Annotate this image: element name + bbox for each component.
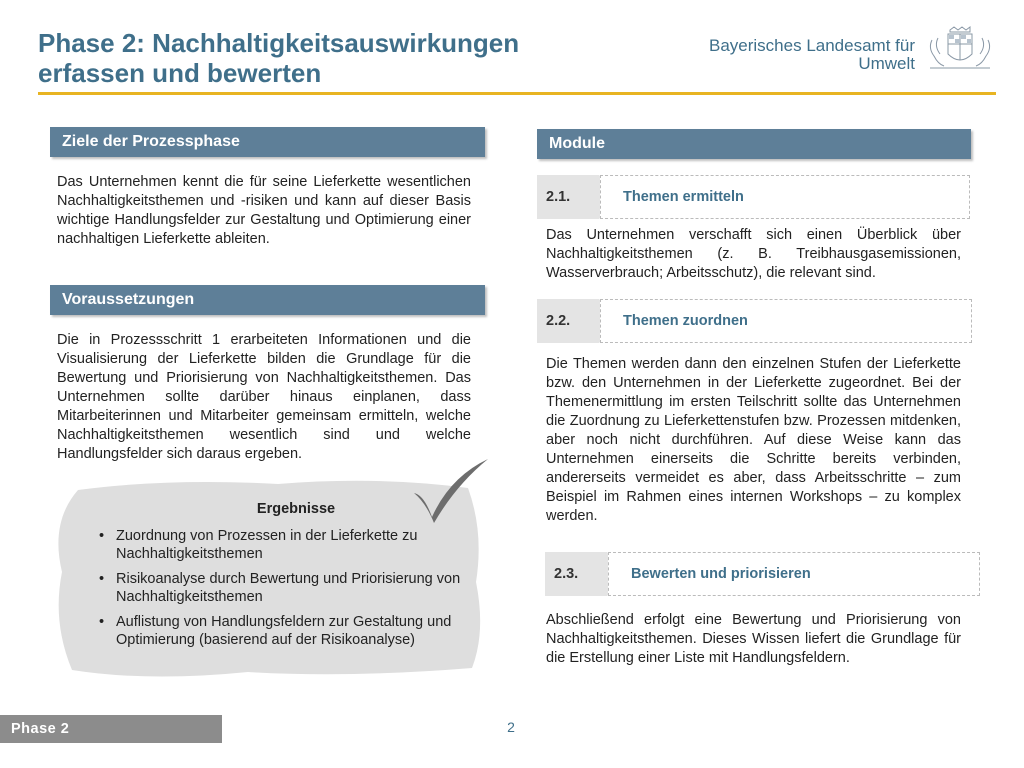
results-list	[96, 527, 466, 649]
page-title-line2: erfassen und bewerten	[38, 58, 322, 88]
module-number-2-2	[537, 299, 599, 343]
module-title-label: Bewerten und priorisieren	[631, 566, 811, 582]
module-title-2-2	[600, 299, 972, 343]
page-title	[38, 28, 598, 88]
module-title-2-1	[600, 175, 970, 219]
module-number-2-1	[537, 175, 599, 219]
module-number-label: 2.2.	[546, 313, 571, 329]
footer-phase-label: Phase 2	[11, 721, 70, 737]
results-box	[96, 500, 466, 656]
module-number-label: 2.1.	[546, 189, 571, 205]
organization-name-line1: Bayerisches Landesamt für	[709, 36, 915, 55]
results-item: • Risikoanalyse durch Bewertung und Priorisierung von Nachhaltigkeitsthemen	[96, 570, 466, 606]
results-item: • Zuordnung von Prozessen in der Lieferkette zu Nachhaltigkeitsthemen	[96, 527, 466, 563]
module-text-2-3: Abschließend erfolgt eine Bewertung und Priorisierung von Nachhaltigkeitsthemen. Dieses Wissen liefert die Grundlage für die Erstellung einer Liste mit Handlungsfeldern.	[546, 612, 961, 666]
page-title-line1: Phase 2: Nachhaltigkeitsauswirkungen	[38, 28, 520, 58]
module-number-label: 2.3.	[554, 566, 579, 582]
goals-heading: Ziele der Prozessphase	[62, 133, 240, 150]
page-number: 2	[507, 719, 515, 735]
title-underline	[38, 92, 996, 95]
footer-phase-tab	[0, 715, 222, 743]
organization-name	[709, 37, 915, 73]
modules-heading: Module	[549, 135, 605, 152]
module-text-2-2: Die Themen werden dann den einzelnen Stufen der Lieferkette bzw. den Unternehmen in der Lieferkette zugeordnet. Bei der Themenermittlung im ersten Teilschritt sollte das Unternehmen die Zuordnung zu Lieferkettenstufen bzw. Prozessen mitdenken, aber noch nicht durchführen. Auf diese Weise kann das Unternehmen einerseits die Schritte bereits verbinden, andererseits vermeidet es aber, dass Arbeitsschritte – zum Beispiel im Rahmen eines internen Workshops – zu komplex werden.	[546, 356, 961, 524]
module-title-label: Themen zuordnen	[623, 313, 748, 329]
prerequisites-heading: Voraussetzungen	[62, 291, 195, 308]
goals-text: Das Unternehmen kennt die für seine Lieferkette wesentlichen Nachhaltigkeitsthemen und -risiken und kann auf dieser Basis wichtige Handlungsfelder zur Gestaltung und Optimierung einer nachhaltigen Lieferkette ableiten.	[57, 174, 471, 247]
prerequisites-heading-bar	[50, 285, 485, 315]
module-number-2-3	[545, 552, 607, 596]
module-title-2-3	[608, 552, 980, 596]
goals-heading-bar	[50, 127, 485, 157]
modules-heading-bar	[537, 129, 971, 159]
results-heading: Ergebnisse	[256, 501, 336, 517]
module-text-2-1: Das Unternehmen verschafft sich einen Überblick über Nachhaltigkeitsthemen (z. B. Treibhausgasemissionen, Wasserverbrauch; Arbeitsschutz), die relevant sind.	[546, 227, 961, 281]
module-title-label: Themen ermitteln	[623, 189, 744, 205]
prerequisites-text: Die in Prozessschritt 1 erarbeiteten Informationen und die Visualisierung der Lieferkette bilden die Grundlage für die Bewertung und Priorisierung von Nachhaltigkeitsthemen. Das Unternehmen sollte darüber hinaus einplanen, dass Mitarbeiterinnen und Mitarbeiter gemeinsam ermitteln, welche Nachhaltigkeitsthemen wesentlich sind und welche Handlungsfelder sich daraus ergeben.	[57, 332, 471, 462]
organization-name-line2: Umwelt	[858, 54, 915, 73]
results-item: • Auflistung von Handlungsfeldern zur Gestaltung und Optimierung (basierend auf der Risikoanalyse)	[96, 613, 466, 649]
coat-of-arms-icon	[924, 26, 996, 72]
